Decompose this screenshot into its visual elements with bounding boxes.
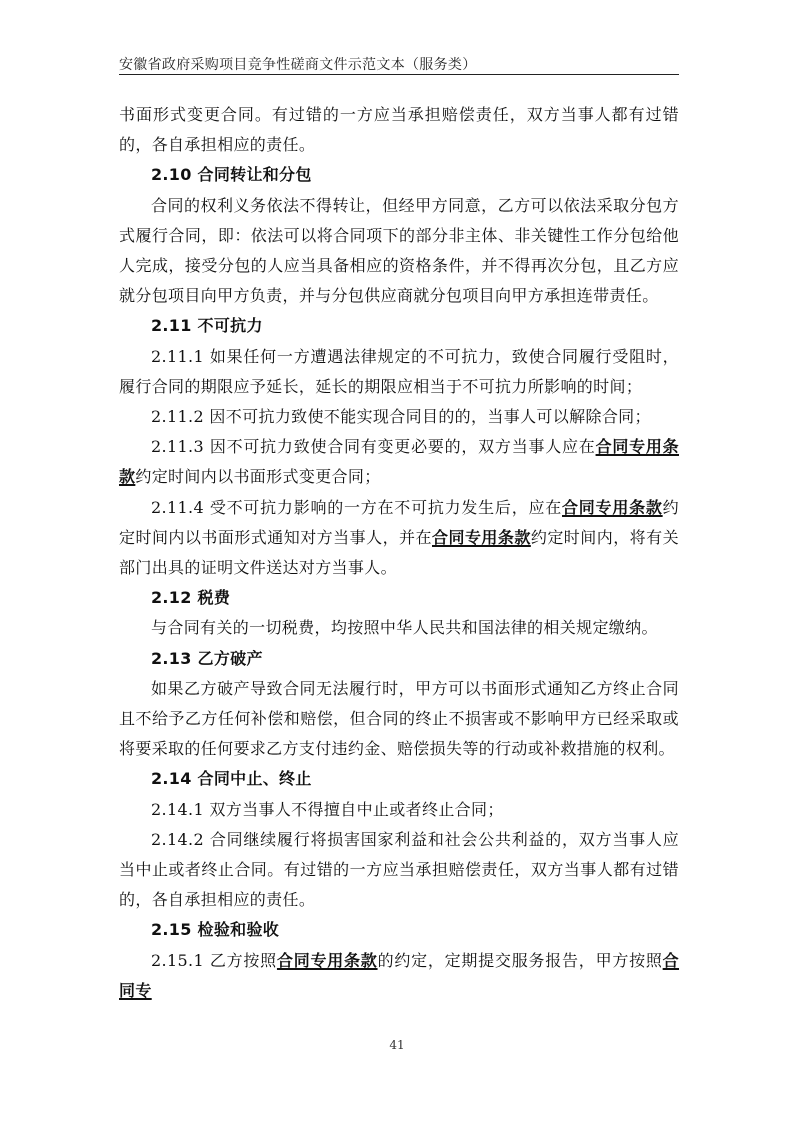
continuation-paragraph: 书面形式变更合同。有过错的一方应当承担赔偿责任，双方当事人都有过错的，各自承担相应的责任。 xyxy=(119,105,679,155)
section-heading-2-15: 2.15 检验和验收 xyxy=(151,920,280,940)
paragraph-2-13: 如果乙方破产导致合同无法履行时，甲方可以书面形式通知乙方终止合同且不给予乙方任何补偿和赔偿，但合同的终止不损害或不影响甲方已经采取或将要采取的任何要求乙方支付违约金、赔偿损失等的行动或补救措施的权利。 xyxy=(119,678,679,759)
text-run: 约定时间内以书面形式通知对方当事人，并在 xyxy=(119,497,679,547)
section-heading-2-12: 2.12 税费 xyxy=(151,588,231,608)
header-rule xyxy=(119,74,679,75)
paragraph-2-11-4 xyxy=(119,493,679,584)
paragraph-2-11-3 xyxy=(119,432,679,492)
text-run: 约定时间内以书面形式变更合同； xyxy=(135,467,381,487)
section-heading-2-14: 2.14 合同中止、终止 xyxy=(151,769,312,789)
paragraph-2-10: 合同的权利义务依法不得转让，但经甲方同意，乙方可以依法采取分包方式履行合同，即：依法可以将合同项下的部分非主体、非关键性工作分包给他人完成，接受分包的人应当具备相应的资格条件，并不得再次分包，且乙方应就分包项目向甲方负责，并与分包供应商就分包项目向甲方承担连带责任。 xyxy=(119,195,679,306)
section-heading-2-10: 2.10 合同转让和分包 xyxy=(151,165,312,185)
text-run: 2.15.1 乙方按照 xyxy=(151,950,277,970)
contract-special-terms-ref: 合同专用条款 xyxy=(119,437,679,487)
paragraph-2-11-2: 2.11.2 因不可抗力致使不能实现合同目的的，当事人可以解除合同； xyxy=(151,407,651,427)
text-run: 约定时间内，将有关部门出具的证明文件送达对方当事人。 xyxy=(119,527,679,578)
text-run: 的约定，定期提交服务报告，甲方按照 xyxy=(377,950,663,970)
contract-special-terms-ref: 合同专 xyxy=(119,950,680,1000)
paragraph-2-15-1 xyxy=(119,946,679,1006)
document-body xyxy=(119,100,679,1006)
section-heading-2-13: 2.13 乙方破产 xyxy=(151,648,263,668)
page-number: 41 xyxy=(389,1038,405,1052)
paragraph-2-14-1: 2.14.1 双方当事人不得擅自中止或者终止合同； xyxy=(151,799,504,819)
contract-special-terms-ref: 合同专用条款 xyxy=(432,527,531,547)
section-heading-2-11: 2.11 不可抗力 xyxy=(151,316,263,336)
paragraph-2-11-1: 2.11.1 如果任何一方遭遇法律规定的不可抗力，致使合同履行受阻时，履行合同的期限应予延长，延长的期限应相当于不可抗力所影响的时间； xyxy=(119,346,679,396)
paragraph-2-14-2: 2.14.2 合同继续履行将损害国家利益和社会公共利益的，双方当事人应当中止或者终止合同。有过错的一方应当承担赔偿责任，双方当事人都有过错的，各自承担相应的责任。 xyxy=(119,829,679,910)
text-run: 2.11.4 受不可抗力影响的一方在不可抗力发生后，应在 xyxy=(151,497,563,517)
running-header: 安徽省政府采购项目竞争性磋商文件示范文本（服务类） xyxy=(119,57,477,73)
contract-special-terms-ref: 合同专用条款 xyxy=(276,950,378,970)
paragraph-2-12: 与合同有关的一切税费，均按照中华人民共和国法律的相关规定缴纳。 xyxy=(151,618,658,638)
text-run: 2.11.3 因不可抗力致使合同有变更必要的，双方当事人应在 xyxy=(151,437,596,457)
contract-special-terms-ref: 合同专用条款 xyxy=(562,497,663,517)
